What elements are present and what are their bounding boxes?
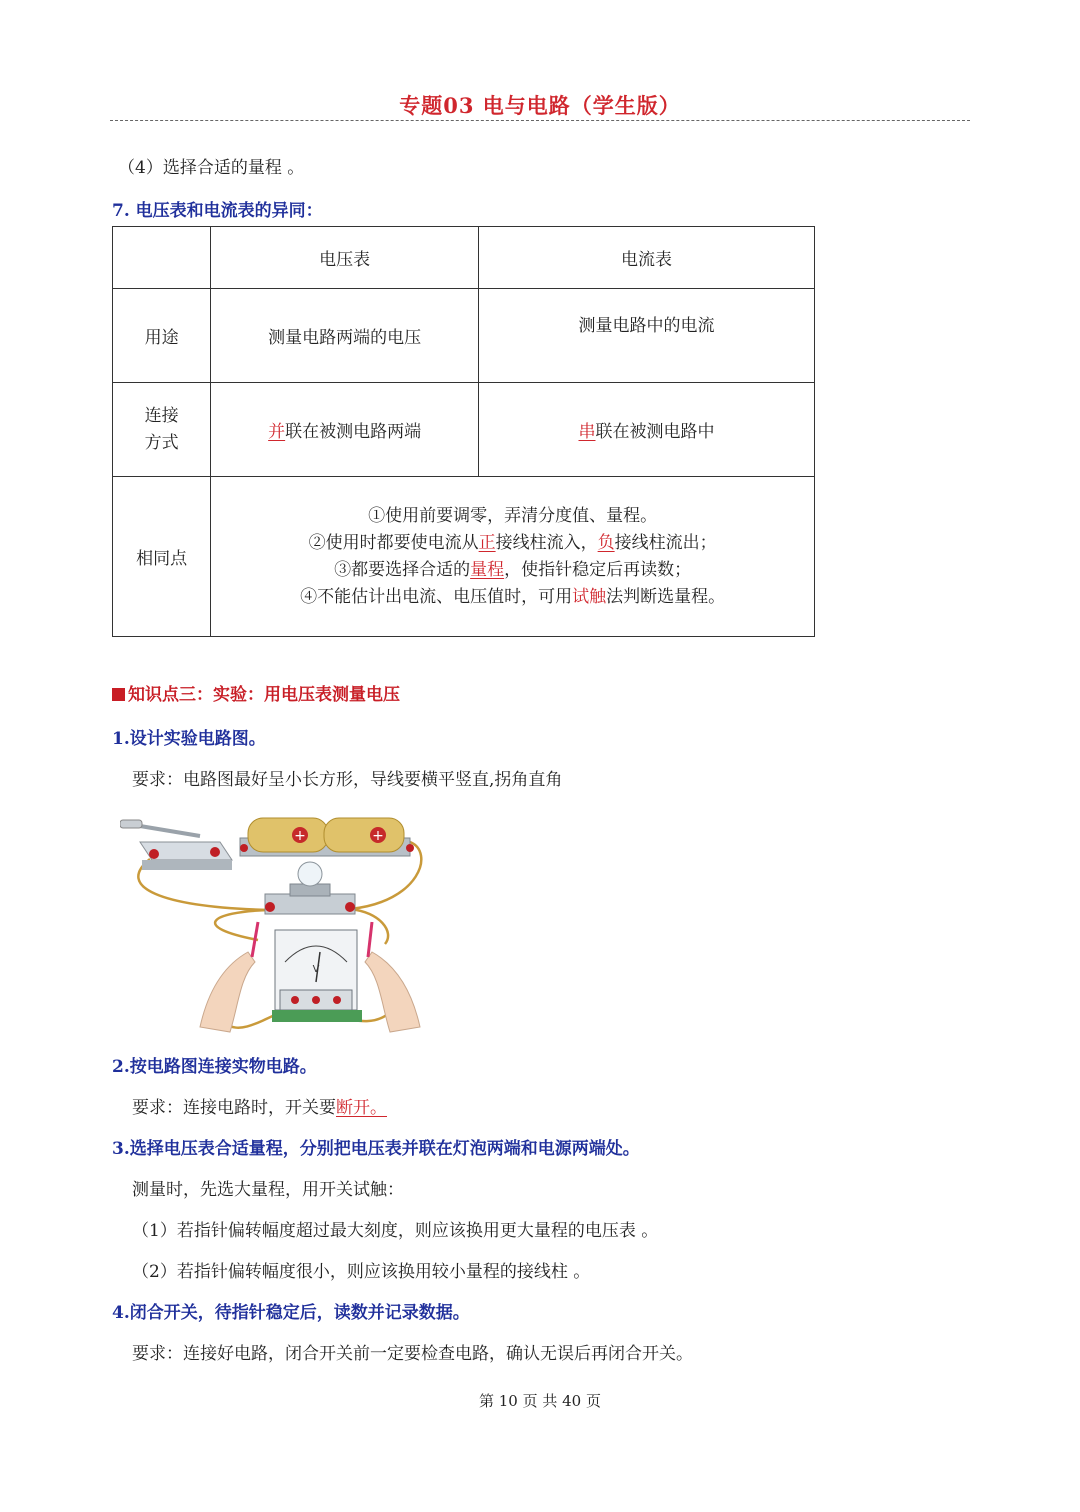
step-3-heading: 3.选择电压表合适量程，分别把电压表并联在灯泡两端和电源两端处。 [112,1139,640,1159]
similarity-4-part-b: 法判断选量程。 [606,586,726,607]
step-3-line-1: 测量时，先选大量程，用开关试触： [132,1180,404,1200]
similarity-4-part-a: ④不能估计出电流、电压值时，可用 [300,586,573,607]
table-row-use [113,289,815,383]
series-keyword: 串 [578,422,596,442]
table-row-similar [113,477,815,637]
similarities-list [211,477,815,637]
similarity-3-part-b: ，使指针稳定后再读数； [504,559,692,580]
connect-voltmeter [211,383,479,477]
red-square-bullet [112,688,125,701]
step-2-requirement-text: 要求：连接电路时，开关要 [132,1098,336,1118]
circuit-illustration [120,812,440,1042]
connect-ammeter [479,383,815,477]
step-2-heading: 2.按电路图连接实物电路。 [112,1057,317,1077]
battery-plus-1: + [294,828,306,844]
step-3-line-2: （1）若指针偏转幅度超过最大刻度，则应该换用更大量程的电压表 。 [132,1221,659,1241]
step-3-line-3: （2）若指针偏转幅度很小，则应该换用较小量程的接线柱 。 [132,1262,591,1282]
row-label-similar: 相同点 [113,477,211,637]
similarity-2-part-b: 接线柱流入， [495,532,598,553]
similarity-3-part-a: ③都要选择合适的 [334,559,471,580]
similarity-item-2 [211,530,814,557]
knowledge-point-3-heading [112,680,400,705]
table-row-connect [113,383,815,477]
comparison-table [112,226,815,637]
step-4-heading: 4.闭合开关，待指针稳定后，读数并记录数据。 [112,1303,470,1323]
section-7-heading: 7. 电压表和电流表的异同： [112,201,323,221]
row-label-use: 用途 [113,289,211,383]
similarity-item-3 [211,557,814,584]
header-divider [110,120,970,121]
connect-label-line2: 方式 [144,432,179,453]
use-ammeter: 测量电路中的电流 [479,289,815,383]
open-switch-keyword: 断开。 [336,1098,387,1118]
battery-pack [240,818,414,856]
parallel-keyword: 并 [268,422,286,442]
meter-unit-label: V [312,964,320,975]
knife-switch [120,820,232,870]
step-2-requirement [132,1093,387,1118]
header-voltmeter: 电压表 [211,227,479,289]
light-bulb [265,862,355,914]
positive-keyword: 正 [478,532,496,553]
row-label-connect [113,383,211,477]
knowledge-point-3-title: 知识点三：实验：用电压表测量电压 [128,685,400,705]
step-1-heading: 1.设计实验电路图。 [112,729,266,749]
item-4-text: （4）选择合适的量程 。 [118,158,305,178]
connect-label-line1: 连接 [144,405,179,426]
step-1-requirement: 要求：电路图最好呈小长方形，导线要横平竖直,拐角直角 [132,770,563,790]
similarity-2-part-a: ②使用时都要使电流从 [308,532,479,553]
similarity-item-4 [211,584,814,611]
similarity-2-part-c: 接线柱流出； [614,532,717,553]
trial-touch-keyword: 试触 [572,586,607,607]
page-title: 专题03 电与电路（学生版） [399,93,681,118]
range-keyword: 量程 [470,559,505,580]
header-ammeter: 电流表 [479,227,815,289]
table-corner-cell [113,227,211,289]
step-4-requirement: 要求：连接好电路，闭合开关前一定要检查电路，确认无误后再闭合开关。 [132,1344,693,1364]
battery-plus-2: + [372,828,384,844]
connect-voltmeter-text: 联在被测电路两端 [285,422,422,442]
voltmeter [272,930,362,1022]
page-number-footer: 第 10 页 共 40 页 [478,1392,601,1410]
negative-keyword: 负 [597,532,615,553]
table-header-row [113,227,815,289]
use-voltmeter: 测量电路两端的电压 [211,289,479,383]
similarity-item-1: ①使用前要调零，弄清分度值、量程。 [368,505,658,526]
connect-ammeter-text: 联在被测电路中 [595,422,715,442]
